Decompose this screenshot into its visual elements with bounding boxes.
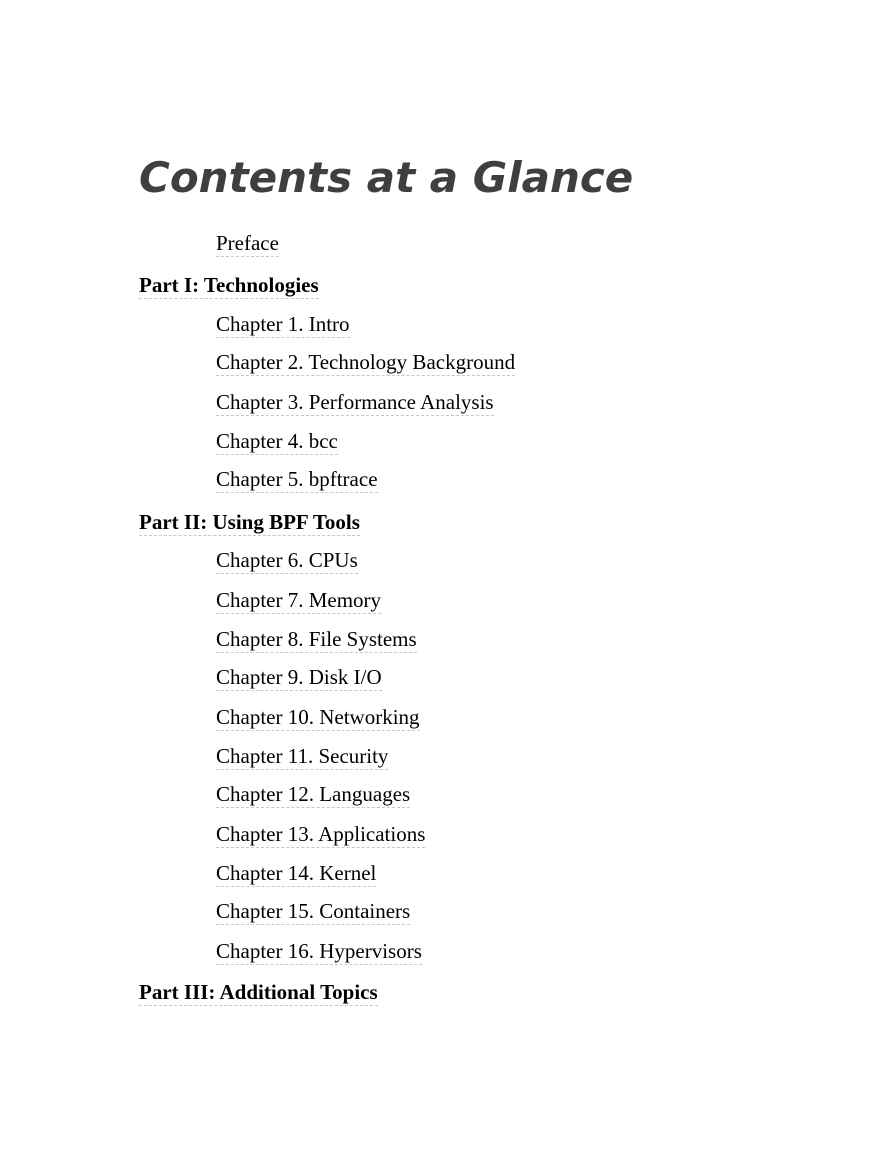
toc-link-chapter-15[interactable]: Chapter 15. Containers — [216, 899, 411, 923]
toc-link-part-1[interactable]: Part I: Technologies — [139, 273, 319, 297]
toc-link-chapter-3[interactable]: Chapter 3. Performance Analysis — [216, 390, 494, 414]
toc-link-part-3[interactable]: Part III: Additional Topics — [139, 980, 378, 1004]
toc-link-chapter-4[interactable]: Chapter 4. bcc — [216, 429, 338, 453]
toc-link-chapter-8[interactable]: Chapter 8. File Systems — [216, 627, 417, 651]
page-title: Contents at a Glance — [139, 153, 634, 202]
toc-link-preface[interactable]: Preface — [216, 231, 279, 255]
toc-link-chapter-7[interactable]: Chapter 7. Memory — [216, 588, 382, 612]
toc-link-part-2[interactable]: Part II: Using BPF Tools — [139, 510, 360, 534]
toc-link-chapter-9[interactable]: Chapter 9. Disk I/O — [216, 665, 382, 689]
toc-link-chapter-12[interactable]: Chapter 12. Languages — [216, 782, 411, 806]
toc-link-chapter-14[interactable]: Chapter 14. Kernel — [216, 861, 377, 885]
toc-link-chapter-2[interactable]: Chapter 2. Technology Background — [216, 350, 516, 374]
toc-link-chapter-6[interactable]: Chapter 6. CPUs — [216, 548, 358, 572]
toc-link-chapter-1[interactable]: Chapter 1. Intro — [216, 312, 350, 336]
toc-link-chapter-10[interactable]: Chapter 10. Networking — [216, 705, 420, 729]
toc-link-chapter-5[interactable]: Chapter 5. bpftrace — [216, 467, 378, 491]
toc-link-chapter-16[interactable]: Chapter 16. Hypervisors — [216, 939, 422, 963]
toc-link-chapter-11[interactable]: Chapter 11. Security — [216, 744, 389, 768]
toc-link-chapter-13[interactable]: Chapter 13. Applications — [216, 822, 426, 846]
